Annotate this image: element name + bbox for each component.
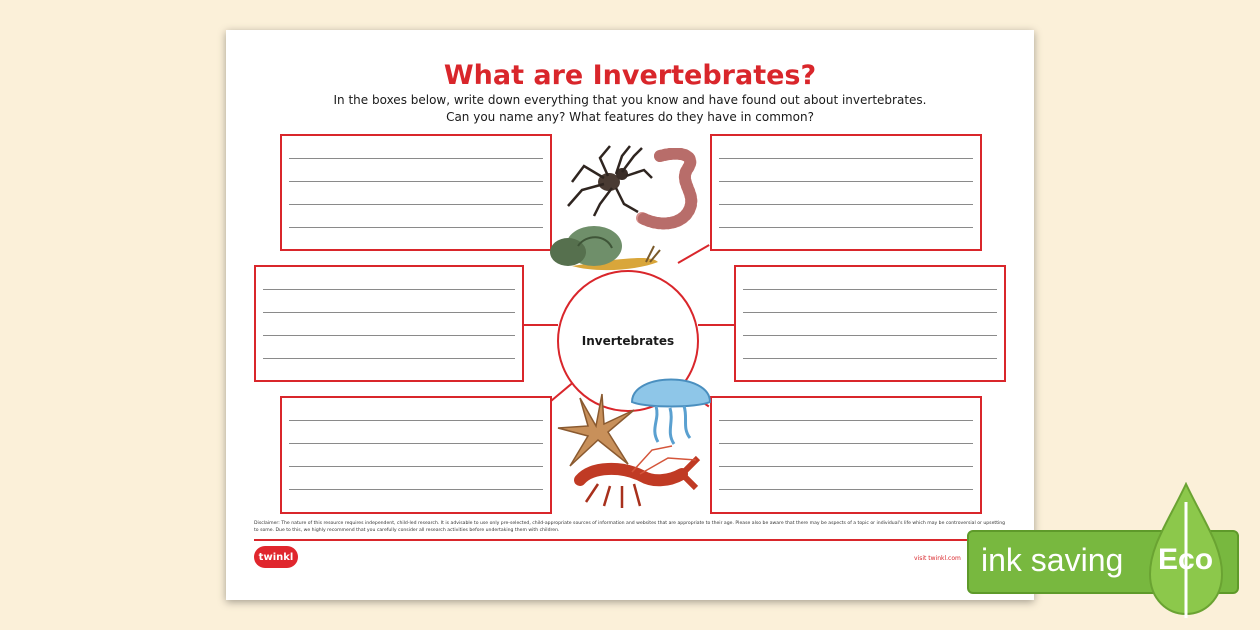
writing-box-bottom-left[interactable] <box>280 396 552 514</box>
eco-label: Eco <box>1158 543 1214 576</box>
writing-box-top-left[interactable] <box>280 134 552 251</box>
writing-box-middle-right[interactable] <box>734 265 1006 382</box>
connector-left <box>522 324 558 326</box>
visit-link[interactable]: visit twinkl.com <box>914 555 961 562</box>
twinkl-logo <box>254 546 298 568</box>
footer-divider <box>254 539 1006 541</box>
snail-icon <box>542 220 662 276</box>
worksheet-page <box>226 30 1034 600</box>
center-label: Invertebrates <box>581 334 675 348</box>
worksheet-title: What are Invertebrates? <box>443 60 817 91</box>
writing-box-bottom-right[interactable] <box>710 396 982 514</box>
disclaimer-text: Disclaimer: The nature of this resource requires independent, child-led research. It is advisable to use only pre-selected, child-appropriate sources of information and websites that are appropriate to their age. Please also be aware that there may be aspects of a topic or individual's life which may be controversial or upsetting to some. Due to this, we highly recommend that you carefully consider all research activities before undertaking them with children. <box>254 521 1006 533</box>
ink-saving-text: ink saving <box>981 542 1124 578</box>
instruction-line-2: Can you name any? What features do they have in common? <box>446 110 814 124</box>
connector-top-right <box>678 244 710 264</box>
twinkl-logo-text: twinkl <box>258 551 294 563</box>
instruction-line-1: In the boxes below, write down everything that you know and have found out about invertebrates. <box>333 93 927 107</box>
writing-box-top-right[interactable] <box>710 134 982 251</box>
writing-box-middle-left[interactable] <box>254 265 524 382</box>
connector-right <box>698 324 734 326</box>
lobster-icon <box>572 444 702 516</box>
jellyfish-icon <box>626 362 716 446</box>
